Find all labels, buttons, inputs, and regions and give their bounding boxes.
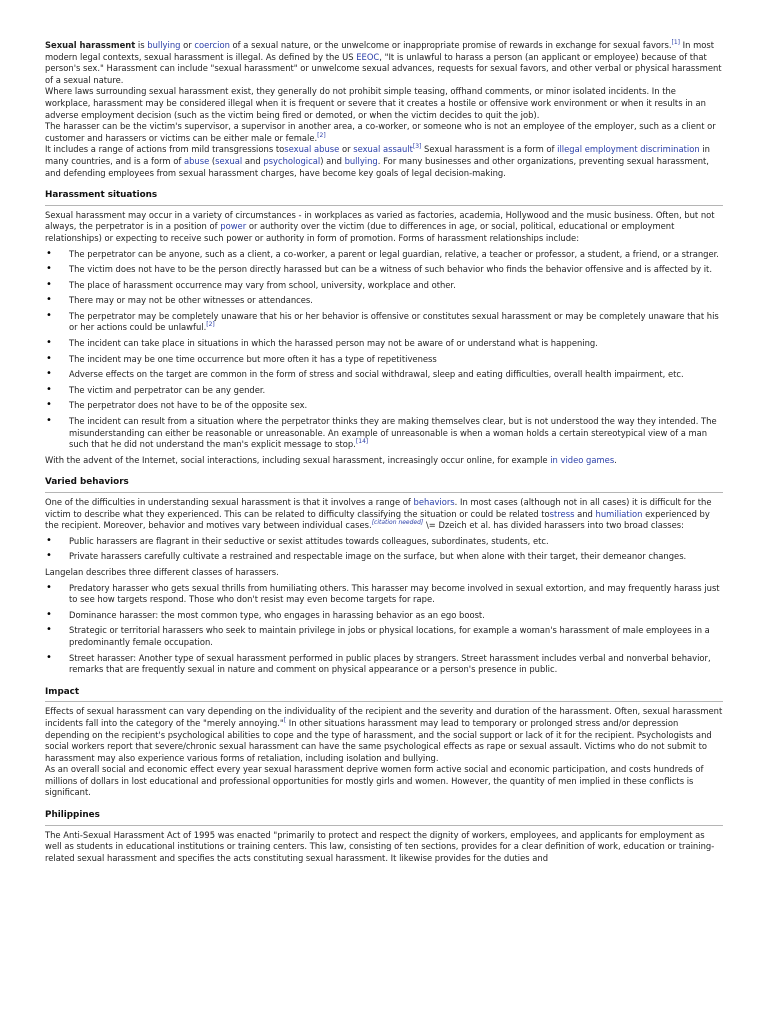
bullet-icon: • (46, 415, 52, 427)
list-item (45, 385, 723, 397)
text: In most modern legal contexts, sexual harassment is illegal. As defined by the US (45, 40, 715, 62)
list-item (45, 625, 723, 648)
lead-section (45, 40, 723, 179)
list-item-text: The incident can take place in situations in which the harassed person may not be aware of or understand what is happening. (69, 338, 598, 349)
lead-paragraph-4 (45, 144, 723, 179)
langelan-list (45, 583, 723, 676)
list-item-text: The perpetrator can be anyone, such as a client, a co-worker, a parent or legal guardian, relative, a teacher or professor, a student, a friend, or a stranger. (69, 248, 719, 259)
bullet-icon: • (46, 263, 52, 275)
ref-1[interactable]: [1] (671, 39, 680, 47)
section-heading: Philippines (45, 810, 723, 826)
internet-paragraph (45, 455, 723, 467)
ref-2[interactable]: [2] (206, 321, 215, 329)
list-item (45, 369, 723, 381)
list-item (45, 295, 723, 307)
list-item-text: Predatory harasser who gets sexual thrills from humiliating others. This harasser may become involved in sexual extortion, and may frequently harass just to see how targets respond. Those who don't resist may even become targets for rape. (69, 582, 720, 605)
text: . For many businesses and other organizations, preventing sexual harassment, and defending employees from sexual harassment charges, have become key goals of legal decision-making. (45, 155, 709, 178)
lead-paragraph (45, 40, 723, 86)
text: or (339, 144, 354, 155)
bullet-icon: • (46, 294, 52, 306)
list-item-text: The place of harassment occurrence may vary from school, university, workplace and other. (69, 279, 456, 290)
bullet-icon: • (46, 278, 52, 290)
text: In other situations harassment may lead to temporary or prolonged stress and/or depression depending on the recipient's psychological abilities to cope and the type of harassment, and the social support or lack of it for the recipient. Psychologists and social workers report that severe/chronic sexual harassment can have the same psychological effects as rape or sexual assault. Victims who do not submit to harassment may also experience various forms of retaliation, including isolation and bullying. (45, 717, 712, 763)
text: , "It is unlawful to harass a person (an applicant or employee) because of that person's sex." Harassment can include "sexual harassment" or unwelcome sexual advances, requests for sexual favors, and other verbal or physical harassment of a sexual nature. (45, 51, 722, 85)
link-coercion[interactable]: coercion (194, 40, 230, 50)
link-behaviors[interactable]: behaviors (413, 497, 455, 507)
text: Sexual harassment is a form of (421, 144, 558, 155)
link-sexual[interactable]: sexual (215, 155, 243, 166)
list-item (45, 416, 723, 451)
list-item (45, 551, 723, 563)
link-eeoc[interactable]: EEOC (356, 51, 380, 62)
ref-3[interactable]: [3] (412, 143, 422, 151)
list-item-text: There may or may not be other witnesses or attendances. (69, 295, 313, 306)
list-item-text: The perpetrator may be completely unaware that his or her behavior is offensive or constitutes sexual harassment or may be completely unaware that his or her actions could be unlawful. (69, 310, 719, 333)
list-item-text: Dominance harasser: the most common type, who engages in harassing behavior as an ego boost. (69, 609, 485, 620)
section-philippines (45, 810, 723, 864)
list-item (45, 264, 723, 276)
lead-paragraph-2: Where laws surrounding sexual harassment exist, they generally do not prohibit simple teasing, offhand comments, or minor isolated incidents. In the workplace, harassment may be considered illegal when it is frequent or severe that it creates a hostile or offensive work environment or when it results in an adverse employment decision (such as the victim being fired or demoted, or when the victim decides to quit the job). (45, 86, 706, 120)
list-item-text: Street harasser: Another type of sexual harassment performed in public places by strangers. Street harassment includes verbal and nonverbal behavior, remarks that are frequently sexual in nature and comment on physical appearance or a person's presence in public. (69, 652, 711, 675)
impact-paragraph-1 (45, 706, 723, 764)
bullet-icon: • (46, 352, 52, 364)
harasser-classes-list (45, 536, 723, 563)
link-bullying[interactable]: bullying (147, 40, 181, 50)
section-intro (45, 497, 723, 532)
section-intro (45, 210, 723, 245)
list-item (45, 536, 723, 548)
philippines-paragraph: The Anti-Sexual Harassment Act of 1995 was enacted "primarily to protect and respect the dignity of workers, employees, and applicants for employment as well as students in educational institutions or training centers. This law, consisting of ten sections, provides for a clear definition of work, education or training-related sexual harassment and specifies the acts constituting sexual harassment. It likewise provides for the duties and (45, 829, 715, 863)
list-item (45, 354, 723, 366)
link-bullying-2[interactable]: bullying (344, 155, 378, 166)
link-power[interactable]: power (220, 221, 247, 232)
text: and (242, 155, 264, 166)
link-sexual-assault[interactable]: sexual assault (353, 144, 413, 155)
list-item-text: Adverse effects on the target are common in the form of stress and social withdrawal, sleep and eating difficulties, overall health impairment, etc. (69, 369, 684, 380)
text: or authority over the victim (due to differences in age, or social, political, educational or employment relationships) or expecting to receive such power or authority in form of promotion. Forms of harassment relationships include: (45, 221, 675, 243)
bullet-icon: • (46, 383, 52, 395)
list-item-text: The incident can result from a situation where the perpetrator thinks they are making themselves clear, but is not understood the way they intended. The misunderstanding can either be reasonable or unreasonable. An example of unreasonable is when a woman holds a certain stereotypical view of a man such that he did not understand the man's explicit message to stop. (69, 416, 717, 450)
list-item (45, 311, 723, 334)
text: is (135, 40, 148, 50)
list-item (45, 249, 723, 261)
text: . (614, 454, 617, 465)
link-illegal-discrimination[interactable]: illegal employment discrimination (557, 144, 700, 155)
section-harassment-situations (45, 190, 723, 466)
text: Sexual harassment may occur in a variety of circumstances - in workplaces as varied as factories, academia, Hollywood and the music business. Often, but not always, the perpetrator is in a position of (45, 209, 715, 232)
lead-term: Sexual harassment (45, 40, 136, 50)
bullet-icon: • (46, 624, 52, 636)
situations-list (45, 249, 723, 451)
link-humiliation[interactable]: humiliation (595, 508, 643, 519)
section-heading: Harassment situations (45, 190, 723, 206)
list-item (45, 400, 723, 412)
citation-needed[interactable]: [citation needed] (371, 519, 424, 527)
text: With the advent of the Internet, social interactions, including sexual harassment, increasingly occur online, for example (45, 454, 551, 465)
langelan-paragraph: Langelan describes three different classes of harassers. (45, 566, 279, 577)
text: The harasser can be the victim's supervisor, a supervisor in another area, a co-worker, or someone who is not an employee of the employer, such as a client or customer and harassers or victims can be either male or female. (45, 121, 716, 143)
section-varied-behaviors (45, 477, 723, 675)
impact-paragraph-2: As an overall social and economic effect every year sexual harassment deprive women form active social and economic participation, and costs hundreds of millions of dollars in lost educational and professional opportunities for mostly girls and women. However, the quantity of men implied in these conflicts is significant. (45, 764, 704, 798)
text: One of the difficulties in understanding sexual harassment is that it involves a range of (45, 497, 414, 507)
text: or (180, 40, 195, 50)
list-item (45, 610, 723, 622)
bullet-icon: • (46, 651, 52, 663)
list-item (45, 653, 723, 676)
list-item (45, 583, 723, 606)
list-item (45, 338, 723, 350)
ref-14[interactable]: [14] (355, 438, 369, 446)
bullet-icon: • (46, 608, 52, 620)
bullet-icon: • (46, 550, 52, 562)
text: Effects of sexual harassment can vary depending on the individuality of the recipient and the severity and duration of the harassment. Often, sexual harassment incidents fall into the category of the "merely annoying." (45, 706, 723, 728)
section-heading: Impact (45, 687, 723, 703)
section-impact (45, 687, 723, 799)
bullet-icon: • (46, 581, 52, 593)
text: ) and (320, 155, 345, 166)
ref-impact[interactable]: [ (283, 717, 287, 725)
link-abuse[interactable]: abuse (183, 155, 210, 166)
list-item-text: Public harassers are flagrant in their seductive or sexist attitudes towards colleagues, subordinates, students, etc. (69, 535, 549, 546)
text: \= Dzeich et al. has divided harassers into two broad classes: (423, 520, 684, 531)
bullet-icon: • (46, 309, 52, 321)
section-heading: Varied behaviors (45, 477, 723, 493)
list-item-text: The victim and perpetrator can be any gender. (69, 384, 266, 395)
bullet-icon: • (46, 534, 52, 546)
bullet-icon: • (46, 247, 52, 259)
ref-2[interactable]: [2] (317, 131, 326, 139)
bullet-icon: • (46, 337, 52, 349)
list-item-text: The victim does not have to be the person directly harassed but can be a witness of such behavior who finds the behavior offensive and is affected by it. (69, 264, 712, 275)
list-item-text: The perpetrator does not have to be of the opposite sex. (69, 400, 308, 411)
list-item-text: The incident may be one time occurrence but more often it has a type of repetitiveness (69, 353, 437, 364)
text: . In most cases (although not in all cases) it is difficult for the victim to describe what they experienced. This can be related to difficulty classifying the situation or could be related to (45, 497, 712, 519)
link-stress[interactable]: stress (549, 508, 575, 519)
article (45, 40, 723, 864)
link-psychological[interactable]: psychological (263, 155, 321, 166)
text: ( (209, 155, 216, 166)
text: of a sexual nature, or the unwelcome or inappropriate promise of rewards in exchange for sexual favors. (229, 40, 672, 50)
list-item-text: Private harassers carefully cultivate a restrained and respectable image on the surface, but when alone with their target, their demeanor changes. (69, 551, 687, 562)
text: It includes a range of actions from mild transgressions to (45, 144, 285, 155)
text: experienced by the recipient. Moreover, behavior and motives vary between individual cases. (45, 508, 710, 531)
text: and (574, 508, 596, 519)
list-item-text: Strategic or territorial harassers who seek to maintain privilege in jobs or physical locations, for example a woman's harassment of male employees in a predominantly female occupation. (69, 625, 710, 647)
link-sexual-abuse[interactable]: sexual abuse (284, 144, 340, 155)
bullet-icon: • (46, 399, 52, 411)
link-video-games[interactable]: in video games (550, 454, 615, 465)
list-item (45, 280, 723, 292)
text: in many countries, and is a form of (45, 144, 710, 166)
bullet-icon: • (46, 368, 52, 380)
lead-paragraph-3 (45, 121, 723, 144)
